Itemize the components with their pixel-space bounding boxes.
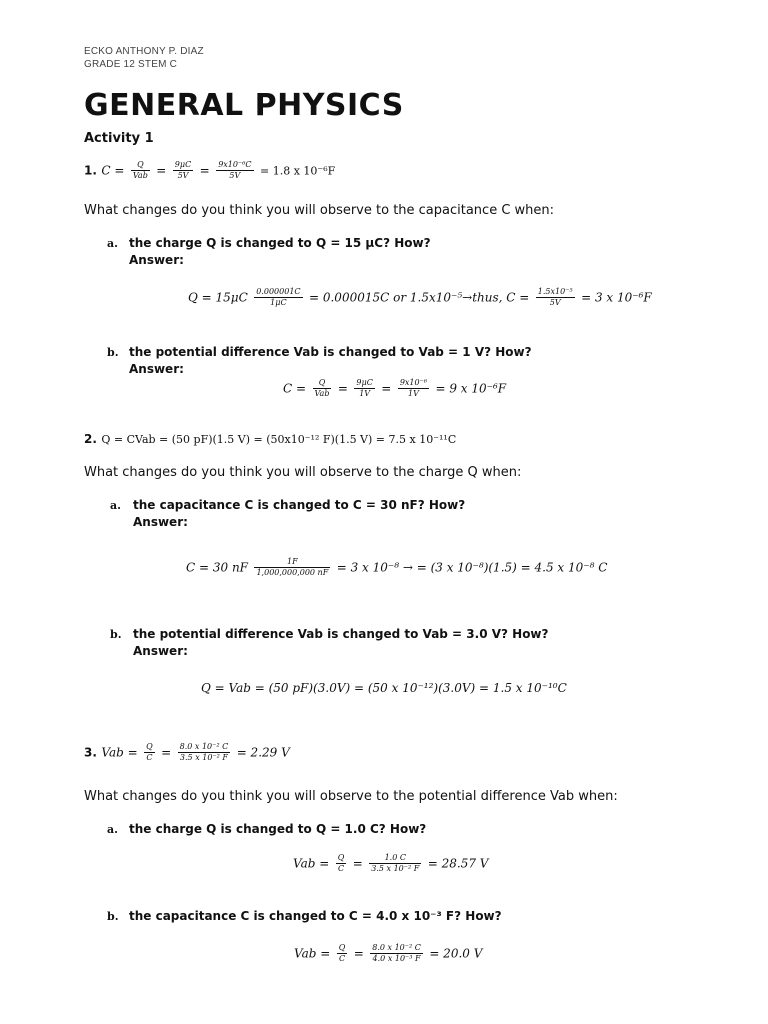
answer-label: Answer:: [133, 515, 188, 529]
fraction: $\frac{\text{8.0 x 10⁻² C}}{\text{4.0 x 10⁻³ F}}$: [372, 943, 421, 963]
problem-2-equation: 2. Q = CVab = (50 pF)(1.5 V) = (50x10⁻¹² F)(1.5 V) = 7.5 x 10⁻¹¹C: [84, 432, 457, 446]
eq-lhs: C =: [101, 163, 125, 178]
fraction: $\frac{Q}{C}$: [146, 742, 153, 762]
answer-label: Answer:: [129, 362, 184, 376]
item-marker: a.: [110, 499, 121, 512]
fraction: $\frac{9\mu C}{5V}$: [174, 160, 192, 180]
subquestion-3a: the charge Q is changed to Q = 1.0 C? How?: [129, 822, 427, 836]
author-name: ECKO ANTHONY P. DIAZ: [84, 46, 204, 57]
item-marker: b.: [107, 910, 119, 923]
fraction: $\frac{Q}{\text{Vab}}$: [314, 378, 330, 398]
answer-label: Answer:: [133, 644, 188, 658]
answer-2b-equation: Q = Vab = (50 pF)(3.0V) = (50 x 10⁻¹²)(3.0V) = 1.5 x 10⁻¹⁰C: [201, 681, 567, 695]
item-marker: b.: [110, 628, 122, 641]
subquestion-1b: the potential difference Vab is changed to Vab = 1 V? How?: [129, 345, 532, 359]
fraction: $\frac{Q}{C}$: [338, 943, 346, 963]
problem-3-equation: 3. Vab = $\frac{Q}{C}$ = $\frac{\text{8.0 x 10⁻² C}}{\text{3.5 x 10⁻² F}}$ = 2.29 V: [84, 742, 290, 762]
author-grade: GRADE 12 STEM C: [84, 59, 178, 70]
answer-1b-equation: C = $\frac{Q}{\text{Vab}}$ = $\frac{9\mu C}{1V}$ = $\frac{\text{9x10⁻⁶}}{1V}$ = 9 x 10⁻⁶F: [283, 378, 507, 398]
fraction: $\frac{9\mu C}{1V}$: [356, 378, 373, 398]
answer-1a-equation: Q = 15μC $\frac{0.000001C}{1\mu C}$ = 0.000015C or 1.5x10⁻⁵→thus, C = $\frac{\text{1.5x10⁻⁵}}{5V}$ = 3 x 10⁻⁶F: [188, 287, 652, 307]
subquestion-2b: the potential difference Vab is changed to Vab = 3.0 V? How?: [133, 627, 549, 641]
question-1: What changes do you think you will observe to the capacitance C when:: [84, 203, 555, 218]
fraction: $\frac{1F}{1,000,000,000 nF}$: [256, 557, 329, 577]
fraction: $\frac{\text{9x10⁻⁶}}{1V}$: [399, 378, 428, 398]
fraction: $\frac{\text{9x10⁻⁶C}}{5V}$: [218, 160, 252, 180]
eq-result: = 1.8 x 10⁻⁶F: [259, 164, 336, 178]
problem-number: 1.: [84, 163, 97, 178]
answer-3b-equation: Vab = $\frac{Q}{C}$ = $\frac{\text{8.0 x 10⁻² C}}{\text{4.0 x 10⁻³ F}}$ = 20.0 V: [294, 943, 483, 963]
fraction: $\frac{0.000001C}{1\mu C}$: [256, 287, 301, 307]
subquestion-3b: the capacitance C is changed to C = 4.0 x 10⁻³ F? How?: [129, 909, 502, 923]
activity-heading: Activity 1: [84, 131, 154, 146]
answer-2a-equation: C = 30 nF $\frac{1F}{1,000,000,000 nF}$ = 3 x 10⁻⁸ → = (3 x 10⁻⁸)(1.5) = 4.5 x 10⁻⁸ C: [186, 557, 608, 577]
item-marker: b.: [107, 346, 119, 359]
problem-1-equation: 1. C = $\frac{Q}{\text{Vab}}$ = $\frac{9\mu C}{5V}$ = $\frac{\text{9x10⁻⁶C}}{5V}$ = 1.8 x 10⁻⁶F: [84, 160, 336, 180]
answer-label: Answer:: [129, 253, 184, 267]
item-marker: a.: [107, 237, 118, 250]
question-3: What changes do you think you will observe to the potential difference Vab when:: [84, 789, 618, 804]
fraction: $\frac{Q}{\text{Vab}}$: [132, 160, 148, 180]
fraction: $\frac{1.0 C}{\text{3.5 x 10⁻² F}}$: [371, 853, 420, 873]
fraction: $\frac{\text{8.0 x 10⁻² C}}{\text{3.5 x 10⁻² F}}$: [179, 742, 229, 762]
question-2: What changes do you think you will observe to the charge Q when:: [84, 465, 522, 480]
fraction: $\frac{Q}{C}$: [337, 853, 345, 873]
fraction: $\frac{\text{1.5x10⁻⁵}}{5V}$: [537, 287, 573, 307]
page-title: GENERAL PHYSICS: [84, 88, 404, 123]
subquestion-2a: the capacitance C is changed to C = 30 nF? How?: [133, 498, 466, 512]
subquestion-1a: the charge Q is changed to Q = 15 μC? How?: [129, 236, 431, 250]
answer-3a-equation: Vab = $\frac{Q}{C}$ = $\frac{1.0 C}{\text{3.5 x 10⁻² F}}$ = 28.57 V: [293, 853, 489, 873]
item-marker: a.: [107, 823, 118, 836]
